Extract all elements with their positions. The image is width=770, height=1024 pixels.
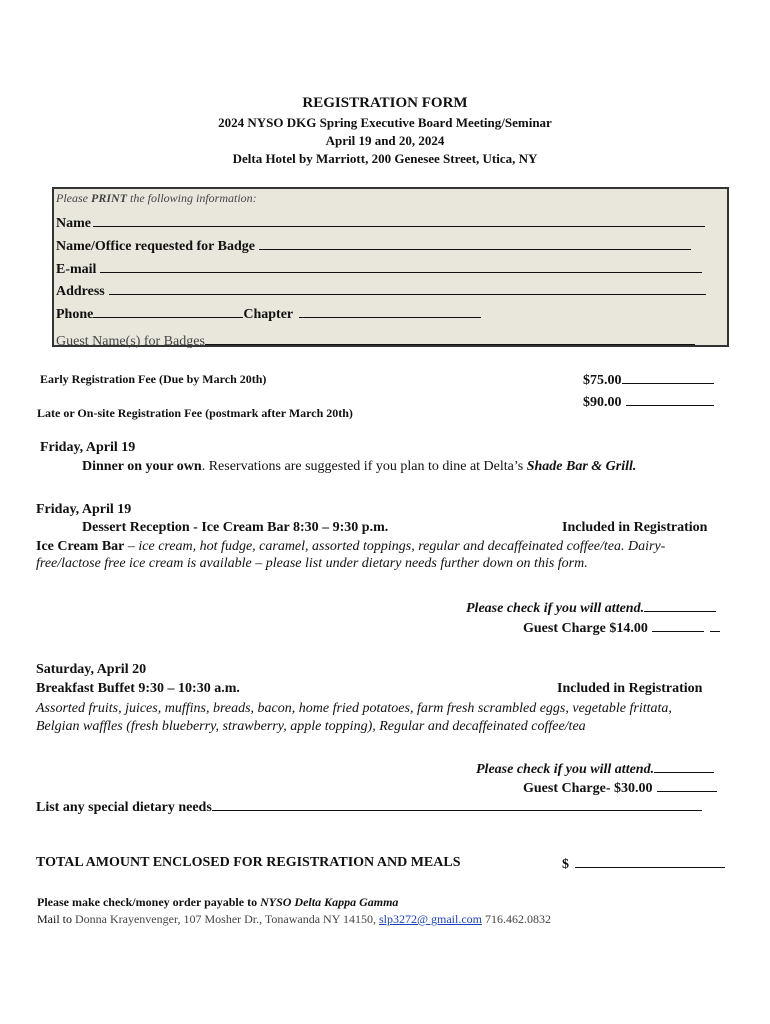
contact-phone: 716.462.0832	[482, 912, 551, 926]
late-fee-amount[interactable]	[583, 393, 714, 411]
name-line[interactable]	[93, 214, 705, 227]
name-field[interactable]	[56, 214, 705, 232]
instruction-suffix: the following information:	[127, 191, 257, 205]
total-amount-field[interactable]	[562, 855, 725, 873]
registrant-info-box	[52, 187, 729, 347]
instruction-emphasis: PRINT	[91, 191, 127, 205]
print-instruction	[56, 191, 257, 206]
contact-email-link[interactable]: slp3272@ gmail.com	[378, 912, 482, 926]
dessert-description-line2: free/lactose free ice cream is available – please list under dietary needs further down on this form.	[36, 556, 588, 571]
chapter-line[interactable]	[299, 305, 481, 318]
badge-label: Name/Office requested for Badge	[56, 239, 255, 254]
dietary-needs-label: List any special dietary needs	[36, 800, 212, 815]
dessert-attend-check[interactable]	[466, 599, 716, 617]
friday-dinner-day: Friday, April 19	[40, 440, 136, 455]
mail-to	[37, 912, 551, 927]
phone-label: Phone	[56, 307, 94, 322]
breakfast-attend-line[interactable]	[654, 760, 714, 773]
late-fee-line[interactable]	[626, 393, 714, 406]
dinner-venue: Shade Bar & Grill.	[526, 459, 637, 474]
breakfast-included: Included in Registration	[557, 681, 703, 696]
dessert-guest-line-2[interactable]	[710, 619, 720, 632]
guest-names-line[interactable]	[205, 332, 695, 345]
event-venue: Delta Hotel by Marriott, 200 Genesee Street, Utica, NY	[232, 151, 538, 166]
phone-chapter-field[interactable]	[56, 305, 481, 323]
form-title: REGISTRATION FORM	[302, 95, 468, 111]
email-line[interactable]	[100, 260, 702, 273]
dessert-description-line1	[36, 539, 665, 555]
breakfast-guest-charge[interactable]	[523, 779, 717, 797]
early-fee-label: Early Registration Fee (Due by March 20th)	[40, 372, 267, 386]
breakfast-attend-check[interactable]	[476, 760, 714, 778]
dinner-note: . Reservations are suggested if you plan to dine at Delta’s	[201, 459, 527, 474]
payable-to	[37, 895, 398, 910]
payable-prefix: Please make check/money order payable to	[37, 895, 261, 909]
guest-names-field[interactable]	[56, 332, 695, 350]
dessert-included: Included in Registration	[562, 520, 708, 535]
dessert-title: Dessert Reception - Ice Cream Bar 8:30 – 9:30 p.m.	[82, 520, 389, 535]
late-fee-label: Late or On-site Registration Fee (postmark after March 20th)	[37, 406, 353, 420]
late-fee-value: $90.00	[583, 395, 622, 410]
instruction-prefix: Please	[56, 191, 91, 205]
breakfast-guest-line[interactable]	[657, 779, 717, 792]
dessert-guest-charge[interactable]	[523, 619, 720, 637]
guest-names-label: Guest Name(s) for Badges	[56, 334, 205, 349]
mail-prefix: Mail to	[37, 912, 75, 926]
dinner-title: Dinner on your own	[82, 459, 202, 474]
dessert-guest-charge-label: Guest Charge $14.00	[523, 621, 648, 636]
event-name: 2024 NYSO DKG Spring Executive Board Meeting/Seminar	[218, 115, 552, 130]
dessert-attend-label: Please check if you will attend.	[466, 601, 645, 616]
friday-dessert-day: Friday, April 19	[36, 502, 132, 517]
badge-line[interactable]	[259, 237, 691, 250]
dessert-attend-line[interactable]	[644, 599, 716, 612]
breakfast-attend-label: Please check if you will attend.	[476, 762, 655, 777]
dessert-desc-bold: Ice Cream Bar	[36, 539, 125, 554]
dietary-needs-field[interactable]	[36, 798, 702, 816]
email-label: E-mail	[56, 262, 97, 277]
payable-name: NYSO Delta Kappa Gamma	[260, 895, 399, 909]
dessert-guest-line[interactable]	[652, 619, 704, 632]
breakfast-title: Breakfast Buffet 9:30 – 10:30 a.m.	[36, 681, 240, 696]
address-line[interactable]	[109, 282, 706, 295]
breakfast-description-line2: Belgian waffles (fresh blueberry, strawberry, apple topping), Regular and decaffeinated coffee/tea	[36, 719, 586, 734]
address-label: Address	[56, 284, 105, 299]
early-fee-line[interactable]	[622, 371, 714, 384]
address-field[interactable]	[56, 282, 706, 300]
breakfast-guest-charge-label: Guest Charge- $30.00	[523, 781, 653, 796]
name-label: Name	[56, 216, 91, 231]
total-label: TOTAL AMOUNT ENCLOSED FOR REGISTRATION AND MEALS	[36, 855, 461, 870]
early-fee-amount[interactable]	[583, 371, 714, 389]
early-fee-value: $75.00	[583, 373, 622, 388]
total-currency: $	[562, 857, 569, 872]
chapter-label: Chapter	[243, 307, 294, 322]
mail-address: Donna Krayenvenger, 107 Mosher Dr., Tonawanda NY 14150,	[75, 912, 379, 926]
event-dates: April 19 and 20, 2024	[325, 133, 445, 148]
phone-line[interactable]	[93, 305, 243, 318]
dessert-desc-text: – ice cream, hot fudge, caramel, assorted toppings, regular and decaffeinated coffee/tea. Dairy-	[124, 539, 666, 554]
badge-field[interactable]	[56, 237, 691, 255]
breakfast-description-line1: Assorted fruits, juices, muffins, breads, bacon, home fried potatoes, farm fresh scrambled eggs, vegetable frittata,	[36, 701, 672, 716]
email-field[interactable]	[56, 260, 702, 278]
dietary-needs-line[interactable]	[212, 798, 702, 811]
saturday-breakfast-day: Saturday, April 20	[36, 662, 147, 677]
total-amount-line[interactable]	[575, 855, 725, 868]
friday-dinner-text	[82, 459, 636, 475]
